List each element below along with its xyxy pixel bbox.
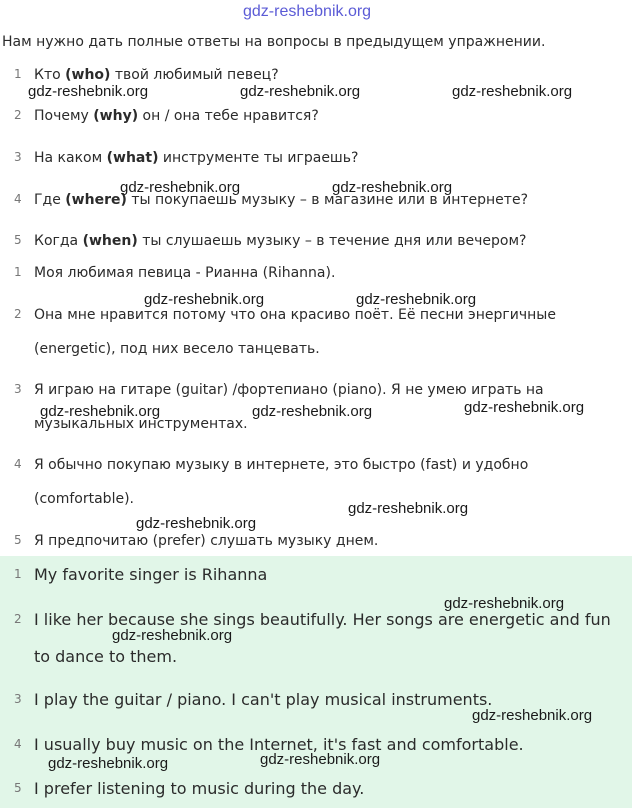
site-watermark: gdz-reshebnik.org xyxy=(260,751,381,768)
site-watermark-top: gdz-reshebnik.org xyxy=(243,3,372,20)
site-watermark: gdz-reshebnik.org xyxy=(472,707,593,724)
item-number: 3 xyxy=(14,692,22,706)
question-text: Почему (why) он / она тебе нравится? xyxy=(34,108,319,124)
item-number: 1 xyxy=(14,265,22,279)
site-watermark: gdz-reshebnik.org xyxy=(452,83,573,100)
item-number: 4 xyxy=(14,192,22,206)
ru-answer-line: музыкальных инструментах. xyxy=(34,416,248,432)
intro-text: Нам нужно дать полные ответы на вопросы в предыдущем упражнении. xyxy=(2,34,546,50)
ru-answer-line: Я обычно покупаю музыку в интернете, это быстро (fast) и удобно xyxy=(34,457,529,473)
en-answer-line: I like her because she sings beautifully. Her songs are energetic and fun xyxy=(34,610,611,629)
site-watermark: gdz-reshebnik.org xyxy=(444,595,565,612)
en-answer-line: I prefer listening to music during the day. xyxy=(34,779,365,798)
site-watermark: gdz-reshebnik.org xyxy=(332,179,453,196)
item-number: 5 xyxy=(14,781,22,795)
site-watermark: gdz-reshebnik.org xyxy=(348,500,469,517)
site-watermark: gdz-reshebnik.org xyxy=(464,399,585,416)
item-number: 4 xyxy=(14,737,22,751)
question-text: Когда (when) ты слушаешь музыку – в течение дня или вечером? xyxy=(34,233,527,249)
item-number: 2 xyxy=(14,307,22,321)
en-answer-line: I usually buy music on the Internet, it's fast and comfortable. xyxy=(34,735,524,754)
site-watermark: gdz-reshebnik.org xyxy=(112,627,233,644)
site-watermark: gdz-reshebnik.org xyxy=(136,515,257,532)
site-watermark: gdz-reshebnik.org xyxy=(120,179,241,196)
en-answer-line: to dance to them. xyxy=(34,647,178,666)
item-number: 2 xyxy=(14,612,22,626)
question-text: На каком (what) инструменте ты играешь? xyxy=(34,150,359,166)
site-watermark: gdz-reshebnik.org xyxy=(28,83,149,100)
ru-answer-line: (energetic), под них весело танцевать. xyxy=(34,341,320,357)
item-number: 3 xyxy=(14,150,22,164)
site-watermark: gdz-reshebnik.org xyxy=(240,83,361,100)
ru-answer-line: Я играю на гитаре (guitar) /фортепиано (piano). Я не умею играть на xyxy=(34,382,544,398)
site-watermark: gdz-reshebnik.org xyxy=(356,291,477,308)
item-number: 1 xyxy=(14,67,22,81)
ru-answer-line: (comfortable). xyxy=(34,491,134,507)
site-watermark: gdz-reshebnik.org xyxy=(144,291,265,308)
site-watermark: gdz-reshebnik.org xyxy=(48,755,169,772)
ru-answer-line: Я предпочитаю (prefer) слушать музыку днем. xyxy=(34,533,379,549)
question-text: Кто (who) твой любимый певец? xyxy=(34,67,279,83)
en-answer-line: My favorite singer is Rihanna xyxy=(34,565,268,584)
item-number: 3 xyxy=(14,382,22,396)
item-number: 5 xyxy=(14,533,22,547)
site-watermark: gdz-reshebnik.org xyxy=(252,403,373,420)
question-text: Где (where) ты покупаешь музыку – в магазине или в интернете? xyxy=(34,192,528,208)
ru-answer-line: Она мне нравится потому что она красиво поёт. Её песни энергичные xyxy=(34,307,556,323)
item-number: 1 xyxy=(14,567,22,581)
item-number: 5 xyxy=(14,233,22,247)
item-number: 4 xyxy=(14,457,22,471)
en-answer-line: I play the guitar / piano. I can't play musical instruments. xyxy=(34,690,493,709)
ru-answer-line: Моя любимая певица - Рианна (Rihanna). xyxy=(34,265,336,281)
item-number: 2 xyxy=(14,108,22,122)
site-watermark: gdz-reshebnik.org xyxy=(40,403,161,420)
